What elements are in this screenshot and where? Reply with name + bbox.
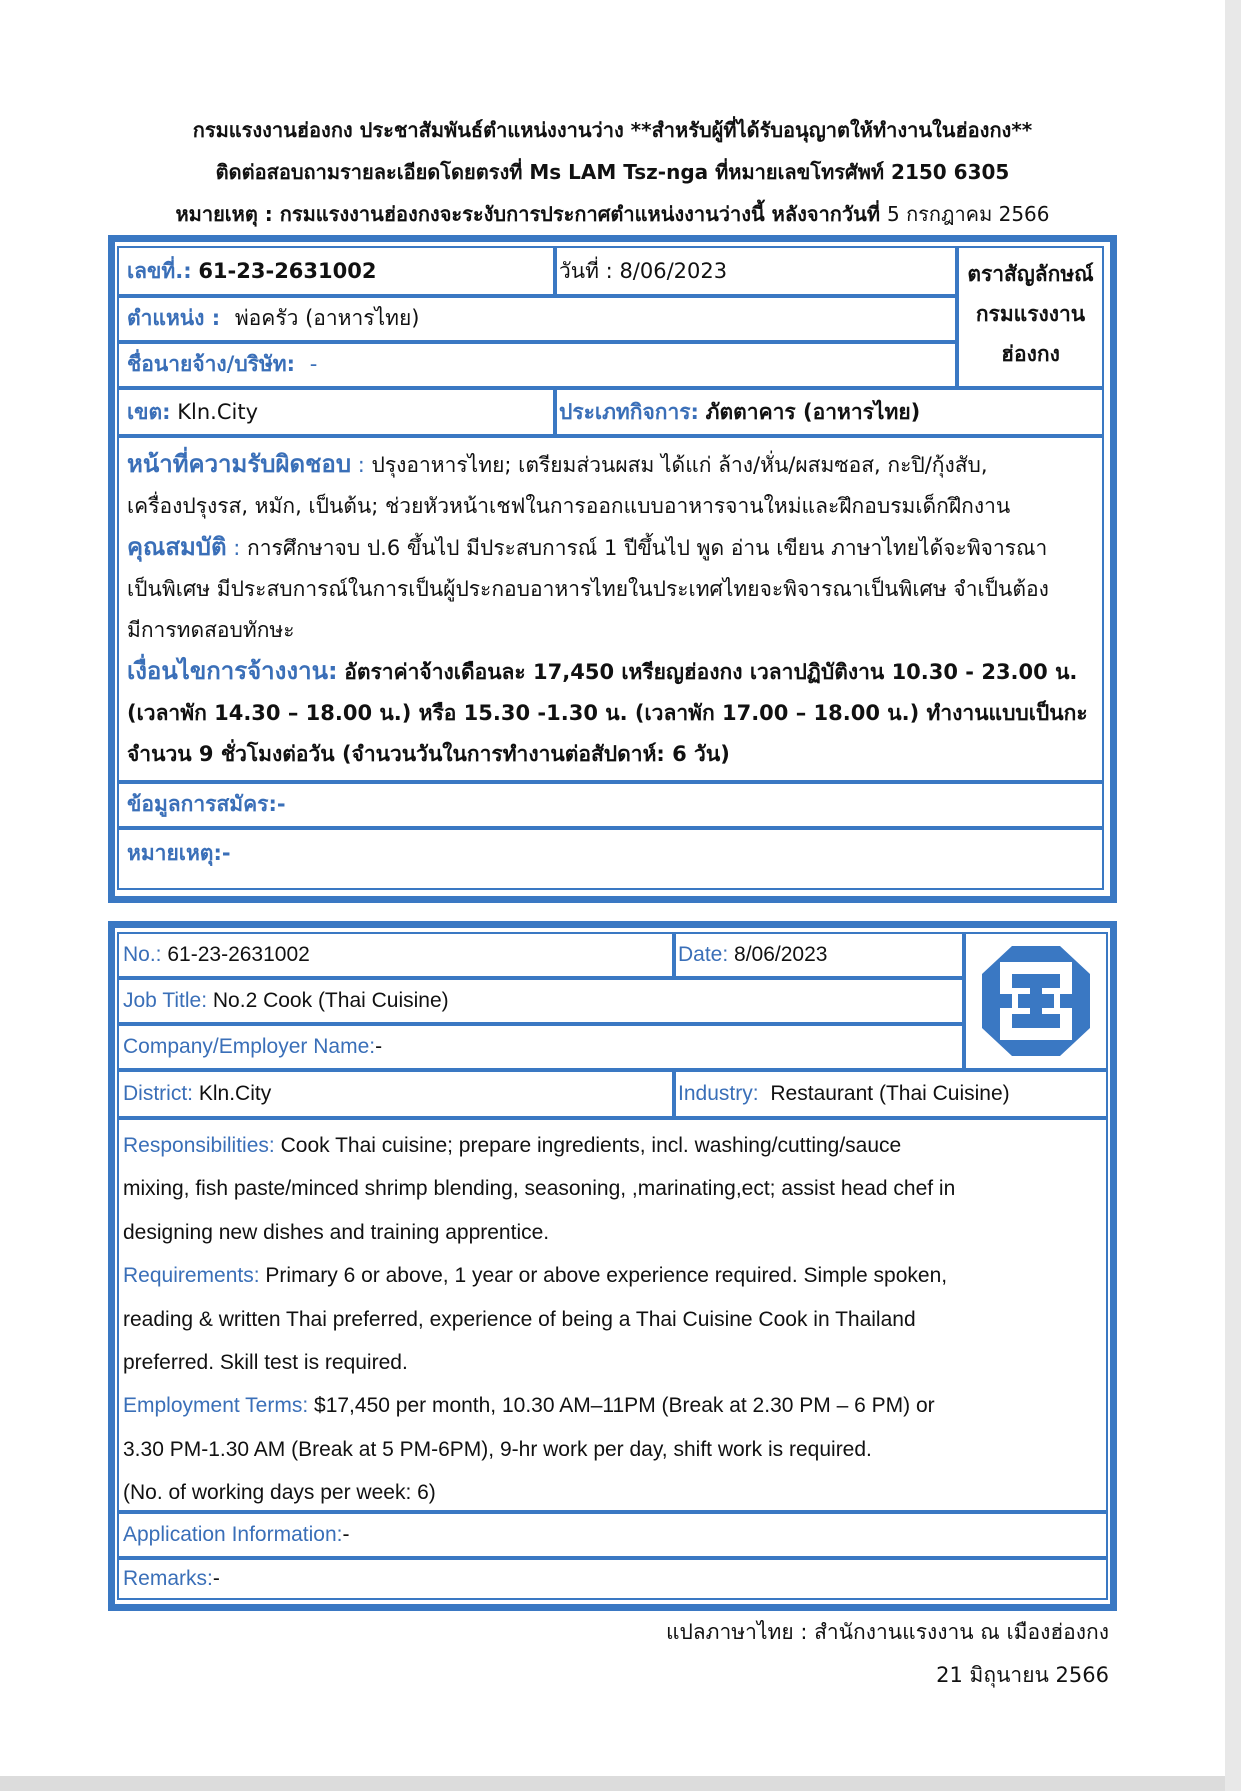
thai-position-label: ตำแหน่ง : [127, 306, 221, 330]
thai-industry-cell [555, 388, 1104, 436]
thai-date-value: 8/06/2023 [619, 259, 728, 283]
en-date-value: 8/06/2023 [734, 943, 828, 966]
en-industry-label: Industry: [678, 1082, 759, 1105]
thai-logo-line-1: ตราสัญลักษณ์ [967, 262, 1094, 286]
en-no-value: 61-23-2631002 [167, 943, 310, 966]
en-employer-label: Company/Employer Name: [123, 1035, 376, 1058]
en-terms-label: Employment Terms: [123, 1394, 309, 1418]
header-note: หมายเหตุ : กรมแรงงานฮ่องกงจะระงับการประกาศตำแหน่งงานว่างนี้ หลังจากวันที่ [175, 202, 881, 226]
en-remarks-cell [117, 1558, 1108, 1600]
thai-district-value: Kln.City [177, 400, 259, 424]
thai-employer-label: ชื่อนายจ้าง/บริษัท: [127, 352, 296, 376]
thai-employer-cell [117, 342, 957, 388]
en-title-value: No.2 Cook (Thai Cuisine) [212, 989, 449, 1012]
en-industry-cell [674, 1070, 1108, 1118]
en-apply-value: - [342, 1523, 350, 1546]
en-resp-text-1: Cook Thai cuisine; prepare ingredients, incl. washing/cutting/sauce [280, 1134, 902, 1157]
en-remarks-value: - [212, 1567, 220, 1590]
en-industry-value: Restaurant (Thai Cuisine) [770, 1082, 1010, 1105]
thai-qual-line-3: มีการทดสอบทักษะ [127, 618, 295, 642]
en-req-line-3: preferred. Skill test is required. [123, 1351, 408, 1375]
thai-qual-colon: : [226, 536, 248, 560]
en-title-label: Job Title: [123, 989, 208, 1012]
thai-no-cell [117, 246, 555, 296]
header-line-2: ติดต่อสอบถามรายละเอียดโดยตรงที่ Ms LAM Tsz-nga ที่หมายเลขโทรศัพท์ 2150 6305 [215, 160, 1010, 184]
page-bottom-edge [0, 1776, 1225, 1791]
en-resp-label: Responsibilities: [123, 1134, 275, 1157]
header-line-3 [0, 200, 1225, 228]
en-title-cell [117, 978, 964, 1024]
thai-no-label: เลขที่.: [127, 259, 192, 283]
en-resp-line-2: mixing, fish paste/minced shrimp blending, seasoning, ,marinating,ect; assist head chef in [123, 1177, 956, 1201]
en-employer-cell [117, 1024, 964, 1070]
thai-resp-label: หน้าที่ความรับผิดชอบ [127, 450, 352, 478]
thai-qual-label: คุณสมบัติ [127, 533, 227, 561]
en-req-line-2: reading & written Thai preferred, experience of being a Thai Cuisine Cook in Thailand [123, 1307, 916, 1331]
thai-terms-line-3: จำนวน 9 ชั่วโมงต่อวัน (จำนวนวันในการทำงานต่อสัปดาห์: 6 วัน) [127, 742, 730, 766]
thai-district-label: เขต: [127, 400, 171, 424]
thai-position-cell [117, 296, 957, 342]
thai-resp-line-2: เครื่องปรุงรส, หมัก, เป็นต้น; ช่วยหัวหน้าเชฟในการออกแบบอาหารจานใหม่และฝึกอบรมเด็กฝึกงาน [127, 494, 1011, 518]
en-date-label: Date: [678, 943, 729, 966]
en-district-value: Kln.City [198, 1082, 272, 1105]
thai-apply-label: ข้อมูลการสมัคร:- [127, 792, 286, 816]
thai-industry-label: ประเภทกิจการ: [559, 400, 699, 424]
thai-resp-text-1: ปรุงอาหารไทย; เตรียมส่วนผสม ได้แก่ ล้าง/หั่น/ผสมซอส, กะปิ/กุ้งสับ, [371, 453, 988, 477]
thai-date-label: วันที่ : [559, 259, 613, 283]
header-note-date: 5 กรกฎาคม 2566 [886, 202, 1050, 226]
en-apply-label: Application Information: [123, 1523, 343, 1546]
thai-logo-line-3: ฮ่องกง [1001, 342, 1060, 366]
thai-terms-label: เงื่อนไขการจ้างงาน: [127, 657, 338, 685]
thai-qual-line-1 [127, 527, 1094, 569]
thai-position-value: พ่อครัว (อาหารไทย) [234, 306, 420, 330]
en-terms-line-2: 3.30 PM-1.30 AM (Break at 5 PM-6PM), 9-hr work per day, shift work is required. [123, 1437, 872, 1461]
footer-date: 21 มิถุนายน 2566 [936, 1663, 1109, 1687]
thai-details-cell [117, 436, 1104, 782]
en-req-text-1: Primary 6 or above, 1 year or above experience required. Simple spoken, [265, 1264, 948, 1288]
en-req-line-1 [123, 1254, 1102, 1297]
en-resp-line-1 [123, 1124, 1102, 1167]
en-details-cell [117, 1118, 1108, 1512]
en-no-label: No.: [123, 943, 162, 966]
en-district-label: District: [123, 1082, 193, 1105]
thai-terms-line-1 [127, 651, 1094, 693]
en-apply-cell [117, 1512, 1108, 1558]
thai-resp-line-1 [127, 444, 1094, 486]
thai-qual-line-2: เป็นพิเศษ มีประสบการณ์ในการเป็นผู้ประกอบอาหารไทยในประเทศไทยจะพิจารณาเป็นพิเศษ จำเป็นต้อง [127, 577, 1049, 601]
thai-terms-text-1: อัตราค่าจ้างเดือนละ 17,450 เหรียญฮ่องกง เวลาปฏิบัติงาน 10.30 - 23.00 น. [344, 660, 1078, 684]
thai-remarks-cell [117, 828, 1104, 890]
en-terms-line-3: (No. of working days per week: 6) [123, 1481, 436, 1505]
en-terms-text-1: $17,450 per month, 10.30 AM–11PM (Break at 2.30 PM – 6 PM) or [314, 1394, 935, 1418]
en-remarks-label: Remarks: [123, 1567, 213, 1590]
header-line-1: กรมแรงงานฮ่องกง ประชาสัมพันธ์ตำแหน่งงานว่าง **สำหรับผู้ที่ได้รับอนุญาตให้ทำงานในฮ่องกง** [192, 118, 1033, 142]
thai-qual-text-1: การศึกษาจบ ป.6 ขึ้นไป มีประสบการณ์ 1 ปีขึ้นไป พูด อ่าน เขียน ภาษาไทยได้จะพิจารณา [247, 536, 1048, 560]
en-no-cell [117, 932, 674, 978]
en-terms-line-1 [123, 1384, 1102, 1427]
thai-date-cell [555, 246, 957, 296]
thai-apply-cell [117, 782, 1104, 828]
labour-department-logo-icon [966, 934, 1106, 1068]
thai-logo-line-2: กรมแรงงาน [975, 302, 1086, 326]
thai-resp-colon: : [351, 453, 372, 477]
thai-remarks-label: หมายเหตุ:- [127, 841, 231, 865]
en-resp-line-3: designing new dishes and training apprentice. [123, 1220, 550, 1244]
en-district-cell [117, 1070, 674, 1118]
thai-terms-line-2: (เวลาพัก 14.30 – 18.00 น.) หรือ 15.30 -1.30 น. (เวลาพัก 17.00 – 18.00 น.) ทำงานแบบเป็นกะ [127, 701, 1088, 725]
thai-logo-cell [957, 246, 1104, 388]
footer-translator: แปลภาษาไทย : สำนักงานแรงงาน ณ เมืองฮ่องกง [665, 1620, 1109, 1644]
en-employer-value: - [375, 1035, 383, 1058]
thai-no-value: 61-23-2631002 [198, 259, 377, 283]
thai-industry-value: ภัตตาคาร (อาหารไทย) [705, 400, 921, 424]
scrollbar-track[interactable] [1225, 0, 1241, 1791]
en-req-label: Requirements: [123, 1264, 260, 1288]
thai-employer-value: - [309, 352, 318, 376]
en-date-cell [674, 932, 964, 978]
en-logo-cell [964, 932, 1108, 1070]
thai-district-cell [117, 388, 555, 436]
